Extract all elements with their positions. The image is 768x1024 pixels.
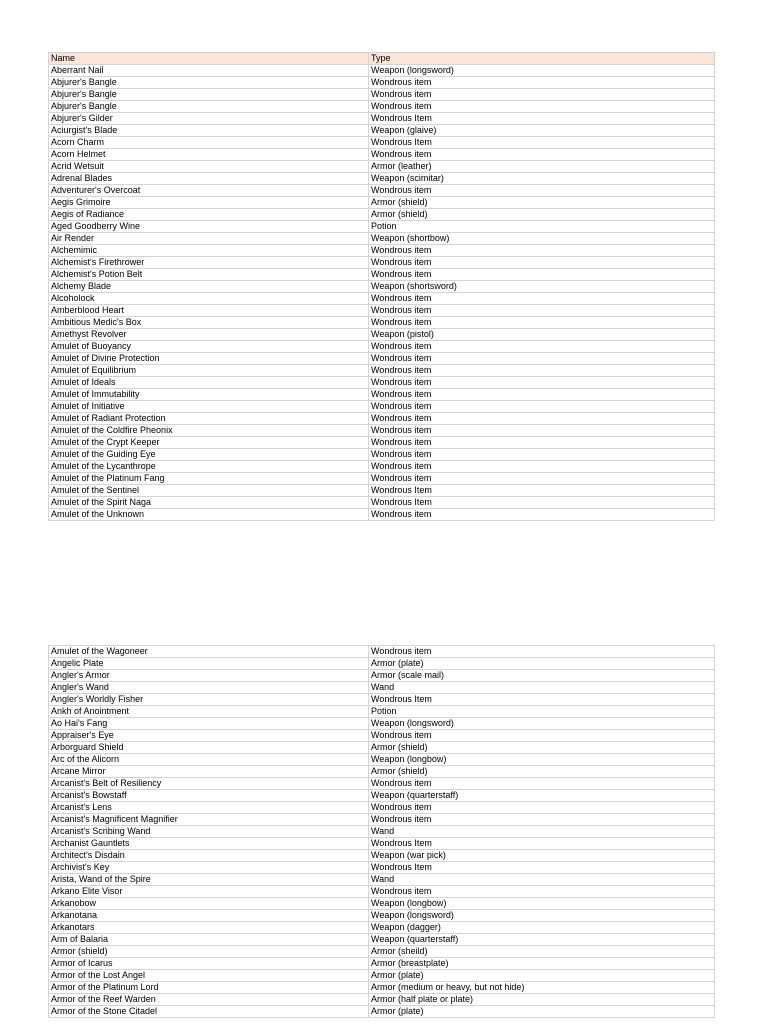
cell-type: Wondrous item xyxy=(369,293,715,305)
cell-type: Wondrous item xyxy=(369,317,715,329)
cell-name: Armor of the Reef Warden xyxy=(49,994,369,1006)
cell-name: Alchemist's Firethrower xyxy=(49,257,369,269)
cell-type: Wondrous Item xyxy=(369,485,715,497)
table-row xyxy=(49,269,715,281)
table-row xyxy=(49,449,715,461)
cell-type: Armor (shield) xyxy=(369,766,715,778)
cell-name: Aberrant Nail xyxy=(49,65,369,77)
table-row xyxy=(49,305,715,317)
table-row xyxy=(49,185,715,197)
cell-type: Armor (shield) xyxy=(369,209,715,221)
cell-name: Adventurer's Overcoat xyxy=(49,185,369,197)
cell-type: Potion xyxy=(369,706,715,718)
cell-type: Wondrous item xyxy=(369,257,715,269)
cell-type: Weapon (longbow) xyxy=(369,898,715,910)
cell-name: Armor of the Stone Citadel xyxy=(49,1006,369,1018)
cell-name: Angelic Plate xyxy=(49,658,369,670)
cell-type: Wondrous item xyxy=(369,886,715,898)
cell-type: Wand xyxy=(369,682,715,694)
table-row xyxy=(49,365,715,377)
cell-type: Armor (half plate or plate) xyxy=(369,994,715,1006)
cell-type: Wondrous item xyxy=(369,89,715,101)
cell-name: Acrid Wetsuit xyxy=(49,161,369,173)
cell-name: Abjurer's Bangle xyxy=(49,89,369,101)
cell-name: Amulet of Ideals xyxy=(49,377,369,389)
cell-name: Arm of Balaria xyxy=(49,934,369,946)
cell-name: Amulet of Divine Protection xyxy=(49,353,369,365)
table-row xyxy=(49,341,715,353)
cell-type: Wondrous item xyxy=(369,461,715,473)
table-row xyxy=(49,682,715,694)
cell-name: Amulet of Immutability xyxy=(49,389,369,401)
table-row xyxy=(49,413,715,425)
cell-type: Wondrous item xyxy=(369,305,715,317)
table-row xyxy=(49,89,715,101)
cell-type: Wondrous item xyxy=(369,77,715,89)
table-row xyxy=(49,65,715,77)
cell-name: Acorn Helmet xyxy=(49,149,369,161)
cell-type: Wondrous Item xyxy=(369,862,715,874)
cell-name: Arkano Elite Visor xyxy=(49,886,369,898)
cell-type: Armor (plate) xyxy=(369,1006,715,1018)
table-row xyxy=(49,730,715,742)
cell-type: Weapon (shortsword) xyxy=(369,281,715,293)
cell-name: Amulet of the Lycanthrope xyxy=(49,461,369,473)
table-row xyxy=(49,473,715,485)
cell-type: Armor (leather) xyxy=(369,161,715,173)
table-row xyxy=(49,838,715,850)
cell-type: Wondrous item xyxy=(369,814,715,826)
table-row xyxy=(49,353,715,365)
cell-name: Arcanist's Bowstaff xyxy=(49,790,369,802)
table-row xyxy=(49,233,715,245)
cell-name: Ao Hai's Fang xyxy=(49,718,369,730)
cell-name: Angler's Wand xyxy=(49,682,369,694)
cell-type: Wondrous Item xyxy=(369,497,715,509)
cell-type: Wondrous Item xyxy=(369,694,715,706)
table-row xyxy=(49,994,715,1006)
table-row xyxy=(49,814,715,826)
table-row xyxy=(49,149,715,161)
cell-name: Alchemist's Potion Belt xyxy=(49,269,369,281)
table-row xyxy=(49,113,715,125)
cell-type: Wondrous item xyxy=(369,101,715,113)
cell-name: Armor (shield) xyxy=(49,946,369,958)
cell-type: Weapon (longsword) xyxy=(369,718,715,730)
cell-name: Adrenal Blades xyxy=(49,173,369,185)
cell-name: Arcanist's Magnificent Magnifier xyxy=(49,814,369,826)
table-row xyxy=(49,886,715,898)
cell-name: Amulet of the Platinum Fang xyxy=(49,473,369,485)
cell-type: Wondrous item xyxy=(369,413,715,425)
cell-name: Amulet of the Wagoneer xyxy=(49,646,369,658)
cell-name: Aegis of Radiance xyxy=(49,209,369,221)
cell-name: Arista, Wand of the Spire xyxy=(49,874,369,886)
cell-name: Amulet of the Sentinel xyxy=(49,485,369,497)
table-row xyxy=(49,221,715,233)
table-row xyxy=(49,509,715,521)
cell-name: Alcoholock xyxy=(49,293,369,305)
cell-type: Armor (shield) xyxy=(369,197,715,209)
table-row xyxy=(49,1006,715,1018)
table-row xyxy=(49,317,715,329)
table-row xyxy=(49,137,715,149)
cell-name: Amulet of the Unknown xyxy=(49,509,369,521)
cell-name: Air Render xyxy=(49,233,369,245)
table-row xyxy=(49,658,715,670)
cell-type: Wondrous Item xyxy=(369,137,715,149)
cell-type: Wondrous Item xyxy=(369,113,715,125)
cell-name: Armor of Icarus xyxy=(49,958,369,970)
cell-name: Amulet of Radiant Protection xyxy=(49,413,369,425)
table-row xyxy=(49,934,715,946)
cell-type: Weapon (glaive) xyxy=(369,125,715,137)
cell-type: Wondrous item xyxy=(369,269,715,281)
table-row xyxy=(49,850,715,862)
cell-name: Architect's Disdain xyxy=(49,850,369,862)
cell-name: Armor of the Platinum Lord xyxy=(49,982,369,994)
cell-type: Wondrous item xyxy=(369,341,715,353)
cell-name: Alchemy Blade xyxy=(49,281,369,293)
table-row xyxy=(49,778,715,790)
cell-name: Aegis Grimoire xyxy=(49,197,369,209)
cell-type: Armor (breastplate) xyxy=(369,958,715,970)
cell-name: Amulet of Initiative xyxy=(49,401,369,413)
cell-name: Arcane Mirror xyxy=(49,766,369,778)
cell-type: Wondrous item xyxy=(369,730,715,742)
table-row xyxy=(49,425,715,437)
table-row xyxy=(49,497,715,509)
cell-type: Armor (shield) xyxy=(369,742,715,754)
cell-name: Arcanist's Lens xyxy=(49,802,369,814)
cell-name: Arkanotana xyxy=(49,910,369,922)
cell-name: Abjurer's Bangle xyxy=(49,77,369,89)
table-row xyxy=(49,646,715,658)
items-table-page-2 xyxy=(48,645,715,1018)
table-row xyxy=(49,970,715,982)
table-row xyxy=(49,898,715,910)
table-row xyxy=(49,706,715,718)
cell-type: Armor (sheild) xyxy=(369,946,715,958)
table-row xyxy=(49,245,715,257)
cell-type: Wondrous item xyxy=(369,185,715,197)
cell-name: Arkanobow xyxy=(49,898,369,910)
table-row xyxy=(49,437,715,449)
cell-name: Aged Goodberry Wine xyxy=(49,221,369,233)
table-row xyxy=(49,401,715,413)
cell-name: Angler's Armor xyxy=(49,670,369,682)
table-row xyxy=(49,694,715,706)
cell-name: Archanist Gauntlets xyxy=(49,838,369,850)
table-row xyxy=(49,293,715,305)
header-row xyxy=(49,53,715,65)
cell-name: Amethyst Revolver xyxy=(49,329,369,341)
column-header-name: Name xyxy=(49,53,369,65)
cell-type: Wondrous item xyxy=(369,353,715,365)
cell-name: Archivist's Key xyxy=(49,862,369,874)
table-row xyxy=(49,946,715,958)
table-row xyxy=(49,77,715,89)
cell-type: Armor (plate) xyxy=(369,658,715,670)
cell-name: Armor of the Lost Angel xyxy=(49,970,369,982)
cell-type: Wondrous Item xyxy=(369,838,715,850)
cell-name: Abjurer's Gilder xyxy=(49,113,369,125)
cell-type: Weapon (quarterstaff) xyxy=(369,934,715,946)
cell-name: Arborguard Shield xyxy=(49,742,369,754)
cell-type: Wondrous item xyxy=(369,377,715,389)
cell-name: Amulet of the Crypt Keeper xyxy=(49,437,369,449)
cell-name: Amulet of Buoyancy xyxy=(49,341,369,353)
cell-type: Weapon (quarterstaff) xyxy=(369,790,715,802)
cell-name: Acorn Charm xyxy=(49,137,369,149)
cell-name: Aciurgist's Blade xyxy=(49,125,369,137)
cell-type: Wondrous item xyxy=(369,778,715,790)
table-row xyxy=(49,958,715,970)
cell-type: Wondrous item xyxy=(369,646,715,658)
table-row xyxy=(49,826,715,838)
cell-type: Wondrous item xyxy=(369,509,715,521)
table-row xyxy=(49,161,715,173)
table-row xyxy=(49,461,715,473)
cell-type: Weapon (shortbow) xyxy=(369,233,715,245)
cell-name: Amulet of the Coldfire Pheonix xyxy=(49,425,369,437)
cell-type: Wondrous item xyxy=(369,149,715,161)
cell-type: Wand xyxy=(369,826,715,838)
table-row xyxy=(49,982,715,994)
table-row xyxy=(49,790,715,802)
table-row xyxy=(49,742,715,754)
cell-name: Arcanist's Belt of Resiliency xyxy=(49,778,369,790)
table-row xyxy=(49,910,715,922)
cell-name: Arkanotars xyxy=(49,922,369,934)
table-row xyxy=(49,862,715,874)
cell-type: Weapon (longbow) xyxy=(369,754,715,766)
table-row xyxy=(49,802,715,814)
cell-name: Appraiser's Eye xyxy=(49,730,369,742)
cell-type: Weapon (longsword) xyxy=(369,65,715,77)
cell-name: Abjurer's Bangle xyxy=(49,101,369,113)
cell-name: Angler's Worldly Fisher xyxy=(49,694,369,706)
cell-name: Ambitious Medic's Box xyxy=(49,317,369,329)
table-row xyxy=(49,101,715,113)
table-row xyxy=(49,874,715,886)
cell-type: Wondrous item xyxy=(369,425,715,437)
column-header-type: Type xyxy=(369,53,715,65)
table-row xyxy=(49,125,715,137)
table-row xyxy=(49,485,715,497)
items-table-page-1 xyxy=(48,52,715,521)
table-row xyxy=(49,173,715,185)
cell-type: Wondrous item xyxy=(369,401,715,413)
cell-type: Wondrous item xyxy=(369,802,715,814)
table-row xyxy=(49,257,715,269)
cell-type: Armor (plate) xyxy=(369,970,715,982)
cell-type: Wondrous item xyxy=(369,389,715,401)
cell-type: Weapon (longsword) xyxy=(369,910,715,922)
cell-name: Amberblood Heart xyxy=(49,305,369,317)
cell-type: Wondrous item xyxy=(369,245,715,257)
table-row xyxy=(49,329,715,341)
table-row xyxy=(49,922,715,934)
table-row xyxy=(49,389,715,401)
cell-type: Armor (scale mail) xyxy=(369,670,715,682)
table-row xyxy=(49,197,715,209)
cell-name: Ankh of Anointment xyxy=(49,706,369,718)
cell-type: Wondrous item xyxy=(369,449,715,461)
table-row xyxy=(49,754,715,766)
cell-type: Weapon (war pick) xyxy=(369,850,715,862)
cell-type: Armor (medium or heavy, but not hide) xyxy=(369,982,715,994)
cell-type: Potion xyxy=(369,221,715,233)
cell-type: Wondrous item xyxy=(369,437,715,449)
table-row xyxy=(49,766,715,778)
cell-name: Alchemimic xyxy=(49,245,369,257)
cell-name: Amulet of the Spirit Naga xyxy=(49,497,369,509)
cell-type: Wondrous item xyxy=(369,473,715,485)
cell-name: Amulet of Equilibrium xyxy=(49,365,369,377)
cell-type: Wand xyxy=(369,874,715,886)
cell-type: Wondrous item xyxy=(369,365,715,377)
cell-type: Weapon (pistol) xyxy=(369,329,715,341)
cell-type: Weapon (scimitar) xyxy=(369,173,715,185)
table-row xyxy=(49,377,715,389)
cell-name: Arc of the Alicorn xyxy=(49,754,369,766)
cell-name: Arcanist's Scribing Wand xyxy=(49,826,369,838)
cell-name: Amulet of the Guiding Eye xyxy=(49,449,369,461)
cell-type: Weapon (dagger) xyxy=(369,922,715,934)
table-row xyxy=(49,209,715,221)
table-row xyxy=(49,718,715,730)
table-row xyxy=(49,670,715,682)
table-row xyxy=(49,281,715,293)
